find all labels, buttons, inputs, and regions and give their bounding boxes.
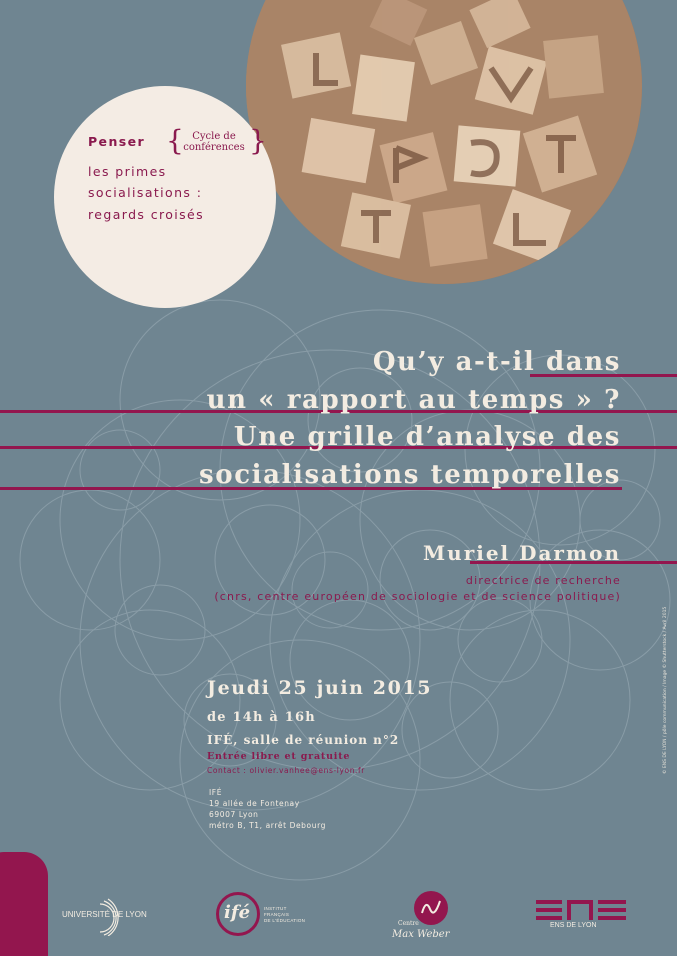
event-access: Entrée libre et gratuite (207, 751, 351, 762)
address-line4: métro B, T1, arrêt Debourg (209, 821, 326, 830)
address-line3: 69007 Lyon (209, 810, 259, 819)
wooden-letters-image (246, 0, 642, 284)
event-room: IFÉ, salle de réunion n°2 (207, 733, 400, 747)
conference-series-badge (54, 86, 276, 308)
mw-wave-icon (414, 891, 448, 925)
credit-vertical: © ENS DE LYON / pôle communication / Image © Shutterstock / Avril 2015 (663, 606, 668, 774)
cycle-label-line1: Cycle de (192, 131, 236, 142)
letters-photo (246, 0, 642, 284)
address-line2: 19 allée de Fontenay (209, 799, 300, 808)
mw-circle-icon (414, 891, 448, 925)
ens-label: ENS DE LYON (550, 922, 597, 929)
talk-title-line4: socialisations temporelles (199, 460, 621, 490)
ens-mark-icon (536, 900, 628, 922)
mw-centre-label: Centre (398, 920, 419, 927)
ens-de-lyon-logo (536, 900, 628, 929)
left-brace-icon: { (166, 124, 184, 157)
ife-subtitle-2: FRANÇAIS (264, 912, 290, 917)
series-title-line3: socialisations : (88, 185, 203, 200)
series-title-line2: les primes (88, 164, 167, 179)
ife-subtitle-3: DE L'ÉDUCATION (264, 918, 306, 923)
speaker-name: Muriel Darmon (423, 541, 621, 565)
talk-title-line2: un « rapport au temps » ? (206, 385, 621, 415)
event-time: de 14h à 16h (207, 710, 316, 725)
udl-label: UNIVERSITÉ DE LYON (62, 910, 147, 919)
ife-subtitle-1: INSTITUT (264, 906, 287, 911)
talk-title-line1: Qu’y a-t-il dans (372, 347, 621, 377)
event-date: Jeudi 25 juin 2015 (207, 677, 433, 699)
talk-title-line3: Une grille d’analyse des (233, 422, 621, 452)
speaker-role: directrice de recherche (465, 574, 621, 587)
mw-name-label: Max Weber (392, 929, 450, 940)
corner-tab (0, 852, 48, 956)
series-title-line1: Penser (88, 134, 146, 149)
address-line1: IFÉ (209, 788, 223, 797)
cycle-label-line2: conférences (183, 142, 245, 153)
ife-mark: ifé (224, 902, 251, 923)
series-title-line4: regards croisés (88, 207, 205, 222)
speaker-affiliation: (cnrs, centre européen de sociologie et de science politique) (214, 590, 621, 603)
right-brace-icon: } (249, 124, 267, 157)
event-contact: Contact : olivier.vanhee@ens-lyon.fr (207, 766, 365, 775)
